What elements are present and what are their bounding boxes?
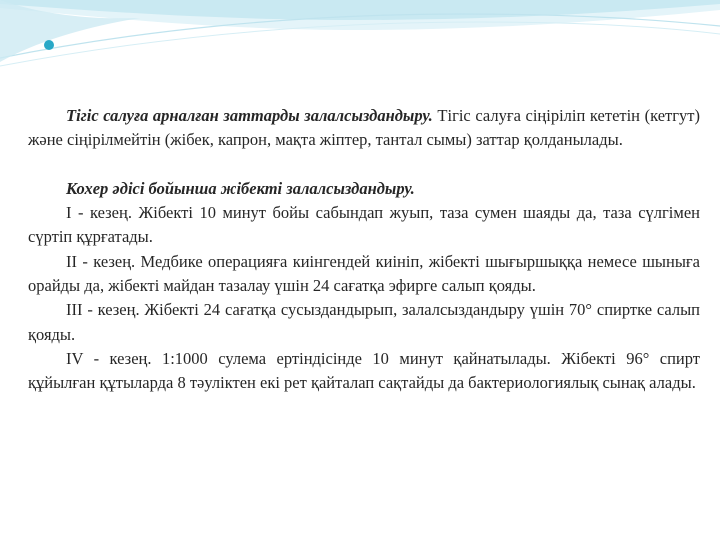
intro-text: Тігіс салуға сіңіріліп кететін (кетгут) және сіңірілмейтін (жібек, капрон, мақта жіптер, тантал сымы) заттар қолданылады. <box>28 106 700 150</box>
intro-paragraph <box>28 104 700 153</box>
intro-heading: Тігіс салуға арналған заттарды залалсыздандыру. <box>66 106 433 125</box>
stage-4-paragraph: IV - кезең. 1:1000 сулема ертіндісінде 10 минут қайнатылады. Жібекті 96° спирт құйылған құтыларда 8 тәуліктен екі рет қайталап сақтайды да бактериологиялық сынақ алады. <box>28 348 700 393</box>
bullet-dot-icon <box>44 40 54 50</box>
section-heading: Кохер әдісі бойынша жібекті залалсыздандыру. <box>66 178 415 198</box>
content-body <box>28 104 700 396</box>
stage-3-paragraph: III - кезең. Жібекті 24 сағатқа сусыздандырып, залалсыздандыру үшін 70° спиртке салып қояды. <box>28 300 700 344</box>
stage-1-paragraph: I - кезең. Жібекті 10 минут бойы сабындап жуып, таза сумен шаяды да, таза сүлгімен сүртіп құрғатады. <box>28 203 700 247</box>
paragraph-spacer <box>28 153 700 177</box>
header-wave-decoration <box>0 0 720 70</box>
stage-2-paragraph: II - кезең. Медбике операцияға киінгендей киініп, жібекті шығыршыққа немесе шыныға орайды да, жібекті майдан тазалау үшін 24 сағатқа эфирге салып қояды. <box>28 251 700 296</box>
